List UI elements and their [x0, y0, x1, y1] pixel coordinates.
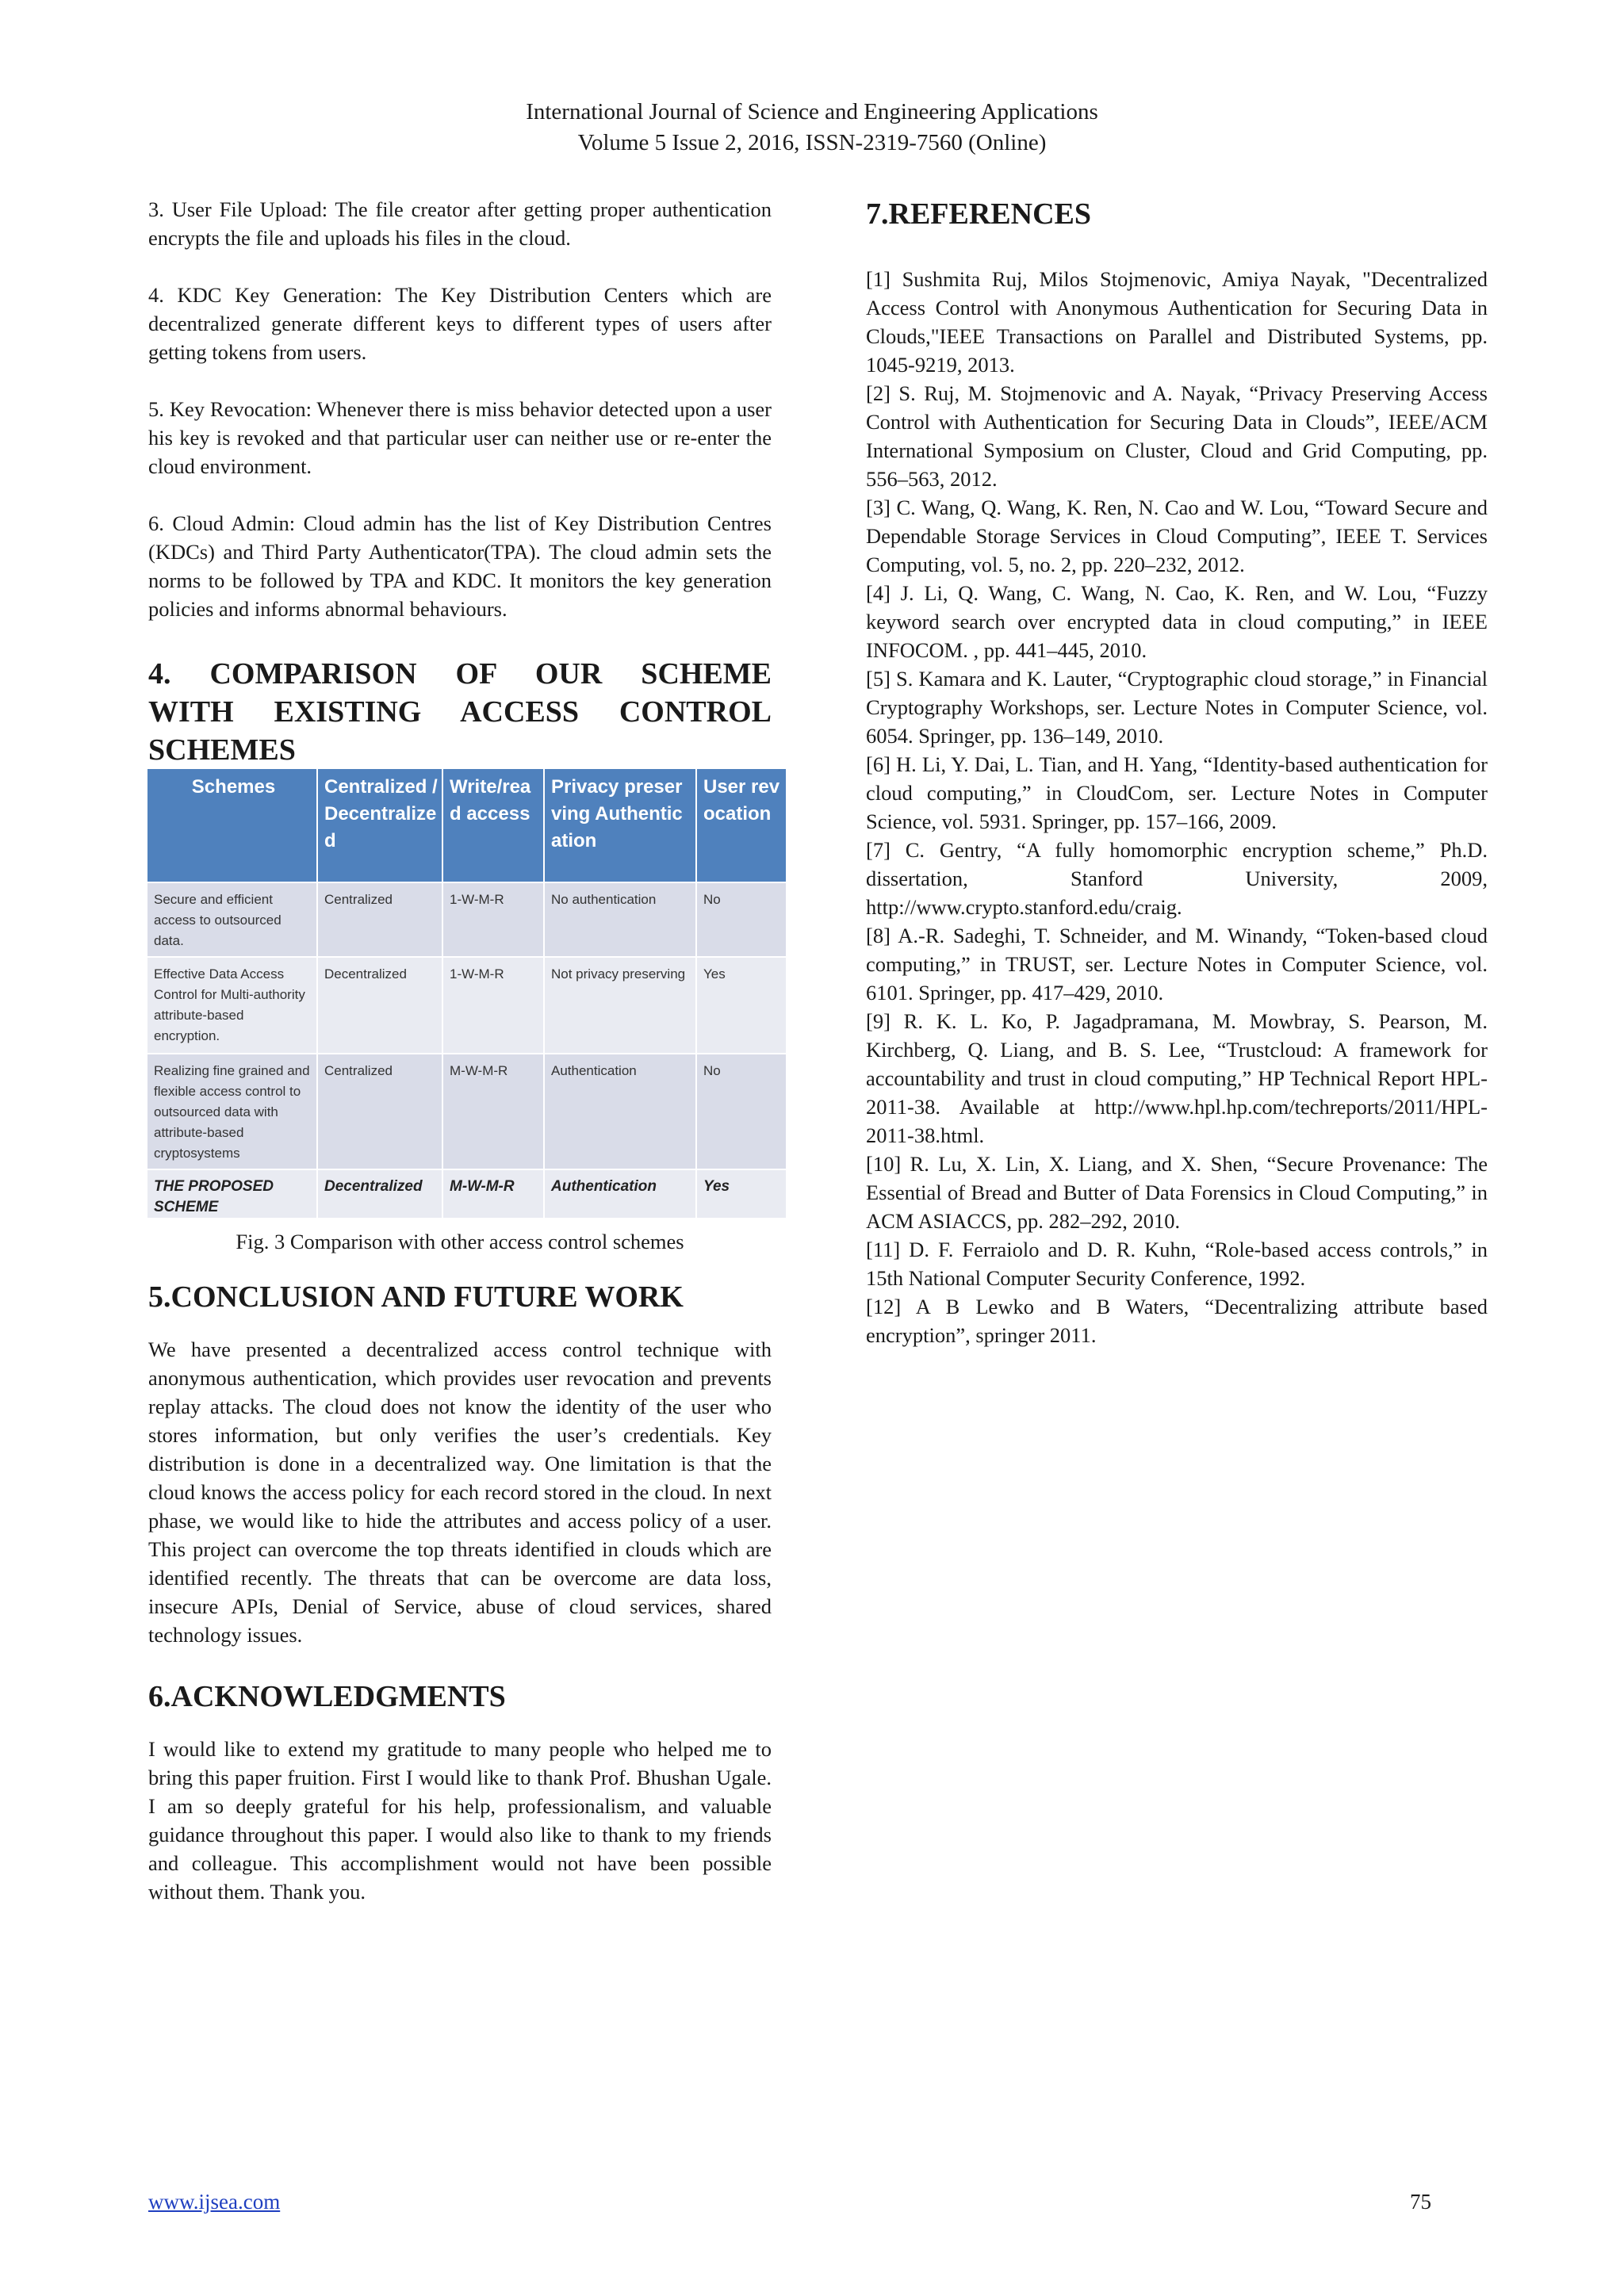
- table-header: Privacy preserving Authentication: [544, 769, 696, 882]
- table-row: [147, 1054, 787, 1169]
- reference-item: [10] R. Lu, X. Lin, X. Liang, and X. Shen, “Secure Provenance: The Essential of Bread and Butter of Data Forensics in Cloud Computing,” in ACM ASIACCS, pp. 282–292, 2010.: [866, 1152, 1488, 1233]
- left-column: [148, 195, 780, 1906]
- comparison-table-figure: [147, 769, 787, 1218]
- section-7-heading: 7.REFERENCES: [866, 197, 1091, 231]
- reference-item: [11] D. F. Ferraiolo and D. R. Kuhn, “Role-based access controls,” in 15th National Computer Security Conference, 1992.: [866, 1238, 1488, 1290]
- table-cell: No: [696, 882, 787, 957]
- section-6-heading: 6.ACKNOWLEDGMENTS: [148, 1680, 506, 1713]
- conclusion-text: We have presented a decentralized access control technique with anonymous authentication, which provides user revocation and prevents replay attacks. The cloud does not know the identity of the user who stores information, but only verifies the user’s credentials. Key distribution is done in a decentralized way. One limitation is that the cloud knows the access policy for each record stored in the cloud. In next phase, we would like to hide the attributes and access policy of a user. This project can overcome the top threats identified in clouds which are identified recently. The threats that can be overcome are data loss, insecure APIs, Denial of Service, abuse of cloud services, shared technology issues.: [148, 1337, 772, 1647]
- table-cell: M-W-M-R: [442, 1169, 544, 1218]
- table-cell: Not privacy preserving: [544, 957, 696, 1054]
- section-4-heading: 4. COMPARISON OF OUR SCHEME WITH EXISTING ACCESS CONTROL SCHEMES: [148, 657, 772, 767]
- table-row: [147, 957, 787, 1054]
- reference-item: [12] A B Lewko and B Waters, “Decentralizing attribute based encryption”, springer 2011.: [866, 1295, 1488, 1347]
- table-header: Write/read access: [442, 769, 544, 882]
- references-list: [866, 265, 1488, 1349]
- table-cell: Yes: [696, 957, 787, 1054]
- reference-item: [6] H. Li, Y. Dai, L. Tian, and H. Yang, “Identity-based authentication for cloud computing,” in CloudCom, ser. Lecture Notes in Computer Science, vol. 5931. Springer, pp. 157–166, 2009.: [866, 752, 1488, 833]
- section-5-heading: 5.CONCLUSION AND FUTURE WORK: [148, 1280, 684, 1314]
- table-cell: No authentication: [544, 882, 696, 957]
- reference-item: [1] Sushmita Ruj, Milos Stojmenovic, Amiya Nayak, "Decentralized Access Control with Anonymous Authentication for Securing Data in Clouds,"IEEE Transactions on Parallel and Distributed Systems, pp. 1045-9219, 2013.: [866, 267, 1488, 377]
- table-cell: Decentralized: [317, 1169, 442, 1218]
- reference-item: [3] C. Wang, Q. Wang, K. Ren, N. Cao and W. Lou, “Toward Secure and Dependable Storage Services in Cloud Computing”, IEEE T. Services Computing, vol. 5, no. 2, pp. 220–232, 2012.: [866, 496, 1488, 576]
- item-cloud-admin: 6. Cloud Admin: Cloud admin has the list of Key Distribution Centres (KDCs) and Third Party Authenticator(TPA). The cloud admin sets the norms to be followed by TPA and KDC. It monitors the key generation policies and informs abnormal behaviours.: [148, 511, 772, 621]
- table-row-proposed: [147, 1169, 787, 1218]
- table-cell: M-W-M-R: [442, 1054, 544, 1169]
- table-cell: 1-W-M-R: [442, 957, 544, 1054]
- reference-item: [8] A.-R. Sadeghi, T. Schneider, and M. Winandy, “Token-based cloud computing,” in TRUST, ser. Lecture Notes in Computer Science, vol. 6101. Springer, pp. 417–429, 2010.: [866, 924, 1488, 1004]
- table-cell: Authentication: [544, 1169, 696, 1218]
- page-number: 75: [1410, 2190, 1431, 2214]
- reference-item: [5] S. Kamara and K. Lauter, “Cryptographic cloud storage,” in Financial Cryptography Workshops, ser. Lecture Notes in Computer Science, vol. 6054. Springer, pp. 136–149, 2010.: [866, 667, 1488, 748]
- item-kdc-key-generation: 4. KDC Key Generation: The Key Distribution Centers which are decentralized generate different keys to different types of users after getting tokens from users.: [148, 283, 772, 364]
- reference-item: [7] C. Gentry, “A fully homomorphic encryption scheme,” Ph.D. dissertation, Stanford University, 2009, http://www.crypto.stanford.edu/craig.: [866, 838, 1488, 919]
- table-cell: 1-W-M-R: [442, 882, 544, 957]
- journal-title: International Journal of Science and Engineering Applications: [526, 99, 1098, 124]
- table-row: [147, 882, 787, 957]
- figure-caption: Fig. 3 Comparison with other access control schemes: [236, 1230, 684, 1253]
- table-cell: Yes: [696, 1169, 787, 1218]
- table-cell: Centralized: [317, 1054, 442, 1169]
- journal-volume: Volume 5 Issue 2, 2016, ISSN-2319-7560 (Online): [577, 130, 1047, 155]
- item-key-revocation: 5. Key Revocation: Whenever there is miss behavior detected upon a user his key is revoked and that particular user can neither use or re-enter the cloud environment.: [148, 397, 772, 478]
- table-header: Centralized / Decentralized: [317, 769, 442, 882]
- table-header: User revocation: [696, 769, 787, 882]
- reference-item: [4] J. Li, Q. Wang, C. Wang, N. Cao, K. Ren, and W. Lou, “Fuzzy keyword search over encrypted data in cloud computing,” in IEEE INFOCOM. , pp. 441–445, 2010.: [866, 581, 1488, 662]
- table-cell: Centralized: [317, 882, 442, 957]
- journal-website-link[interactable]: www.ijsea.com: [148, 2190, 281, 2214]
- item-file-upload: 3. User File Upload: The file creator after getting proper authentication encrypts the file and uploads his files in the cloud.: [148, 197, 772, 250]
- table-header-row: [147, 769, 787, 882]
- reference-item: [9] R. K. L. Ko, P. Jagadpramana, M. Mowbray, S. Pearson, M. Kirchberg, Q. Liang, and B. S. Lee, “Trustcloud: A framework for accountability and trust in cloud computing,” HP Technical Report HPL-2011-38. Available at http://www.hpl.hp.com/techreports/2011/HPL-2011-38.html.: [866, 1009, 1488, 1147]
- table-cell: Decentralized: [317, 957, 442, 1054]
- table-cell: Realizing fine grained and flexible access control to outsourced data with attribute-based cryptosystems: [147, 1054, 317, 1169]
- table-cell: Authentication: [544, 1054, 696, 1169]
- acknowledgments-text: I would like to extend my gratitude to many people who helped me to bring this paper fruition. First I would like to thank Prof. Bhushan Ugale. I am so deeply grateful for his help, professionalism, and valuable guidance throughout this paper. I would also like to thank to my friends and colleague. This accomplishment would not have been possible without them. Thank you.: [148, 1737, 772, 1904]
- table-cell: THE PROPOSED SCHEME: [147, 1169, 317, 1218]
- table-header: Schemes: [147, 769, 317, 882]
- comparison-table: [147, 769, 787, 1218]
- journal-header: [0, 97, 1624, 159]
- table-cell: Effective Data Access Control for Multi-authority attribute-based encryption.: [147, 957, 317, 1054]
- table-cell: Secure and efficient access to outsourced data.: [147, 882, 317, 957]
- table-cell: No: [696, 1054, 787, 1169]
- reference-item: [2] S. Ruj, M. Stojmenovic and A. Nayak, “Privacy Preserving Access Control with Authentication for Securing Data in Clouds”, IEEE/ACM International Symposium on Cluster, Cloud and Grid Computing, pp. 556–563, 2012.: [866, 381, 1488, 491]
- right-column: [866, 195, 1488, 1349]
